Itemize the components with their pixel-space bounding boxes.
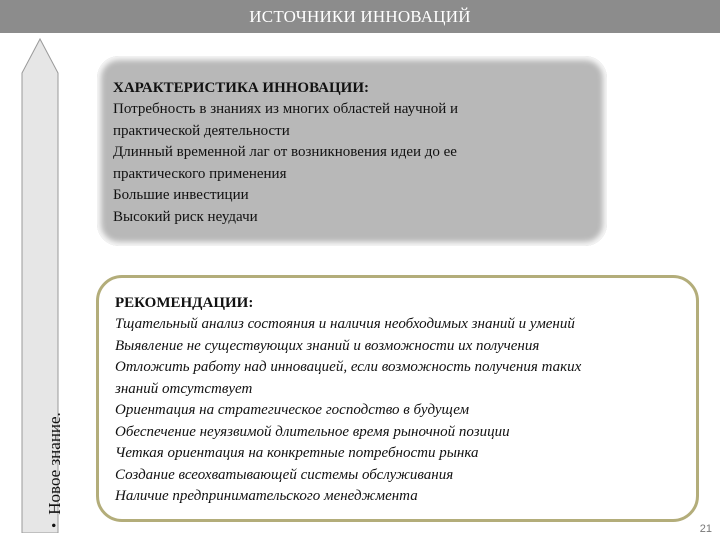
recommendations-list (115, 314, 682, 508)
recommendations-line: Создание всеохватывающей системы обслуживания (115, 466, 454, 483)
recommendations-line: Обеспечение неуязвимой длительное время рыночной позиции (115, 423, 510, 440)
characteristics-line: практической деятельности (113, 122, 290, 139)
page-title: ИСТОЧНИКИ ИННОВАЦИЙ (249, 6, 471, 26)
characteristics-line: Потребность в знаниях из многих областей научной и (113, 101, 459, 117)
page-number: 21 (699, 523, 712, 535)
recommendations-line: Выявление не существующих знаний и возможности их получения (115, 337, 540, 354)
recommendations-line: Ориентация на стратегическое господство в будущем (115, 402, 470, 418)
characteristics-heading: ХАРАКТЕРИСТИКА ИННОВАЦИИ: (113, 80, 369, 96)
side-label-text: Новое знание. (45, 412, 64, 515)
bullet-icon: • (46, 522, 63, 528)
characteristics-list (113, 99, 587, 228)
upward-arrow-shape (0, 33, 80, 533)
recommendations-line: Отложить работу над инновацией, если возможность получения таких (115, 359, 582, 375)
characteristics-box (97, 56, 607, 246)
characteristics-line: практического применения (113, 165, 287, 182)
recommendations-line: знаний отсутствует (115, 380, 253, 397)
characteristics-line: Большие инвестиции (113, 187, 249, 203)
recommendations-box (96, 275, 699, 522)
recommendations-line: Четкая ориентация на конкретные потребности рынка (115, 445, 479, 461)
recommendations-line: Тщательный анализ состояния и наличия необходимых знаний и умений (115, 316, 575, 332)
side-label (45, 412, 65, 528)
characteristics-line: Высокий риск неудачи (113, 208, 258, 225)
characteristics-line: Длинный временной лаг от возникновения идеи до ее (113, 144, 457, 160)
recommendations-heading: РЕКОМЕНДАЦИИ: (115, 295, 254, 311)
title-bar (0, 0, 720, 33)
recommendations-line: Наличие предпринимательского менеджмента (115, 488, 418, 504)
